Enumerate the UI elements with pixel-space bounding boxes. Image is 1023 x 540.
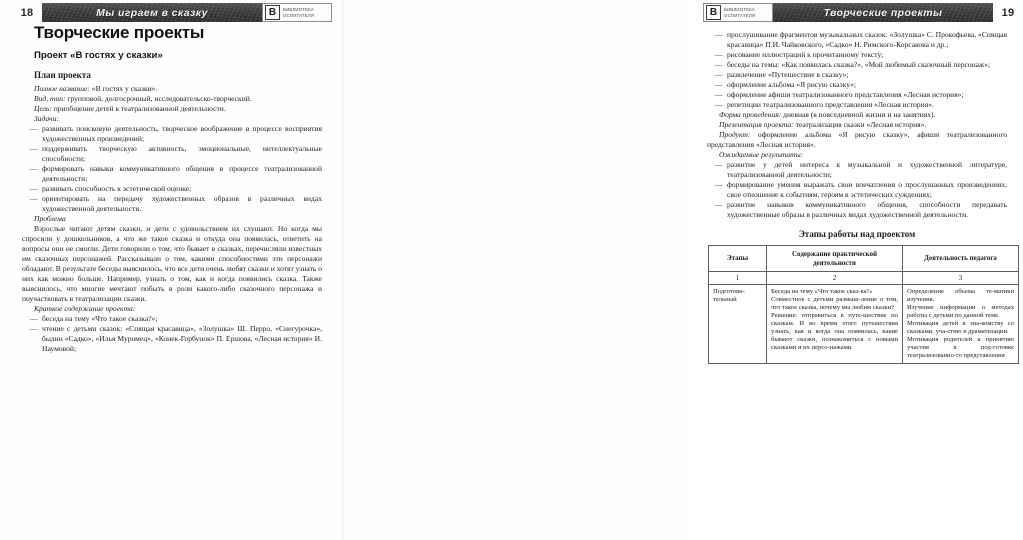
logo-line-1: БИБЛИОТЕКА (283, 7, 314, 13)
project-subtitle: Проект «В гостях у сказки» (34, 50, 163, 61)
column-number: 3 (903, 272, 1019, 285)
summary-list-continued (707, 30, 1007, 110)
table-number-row (709, 272, 1019, 285)
running-header-left (12, 3, 332, 22)
logo-letter-icon: В (706, 5, 721, 20)
cell-line: Совместное с детьми размыш-ление о том, что такое сказка, почему мы любим сказки? (771, 296, 898, 312)
summary-list (22, 314, 322, 354)
logo-line-2: ОСПИТАТЕЛЯ (283, 12, 315, 18)
list-item: — репетиции театрализованного представления «Лесная история». (707, 100, 1007, 110)
list-item: — развитие у детей интереса к музыкальной и художественной литературе, театрализованной деятельности; (707, 160, 1007, 180)
banner-title-left: Мы играем в сказку (96, 6, 208, 19)
field-product (707, 130, 1007, 150)
publisher-logo-left (262, 3, 332, 22)
list-item: — формирование умения выражать свои впечатления о прослушанных произведениях, свое отношение к событиям, героям в эстетических суждениях; (707, 180, 1007, 200)
field-value: дневная (в повседневной жизни и на занятиях). (781, 110, 936, 119)
cell-teacher (903, 285, 1019, 364)
list-item: — развивать поисковую деятельность, творческое воображение в процессе восприятия художественных произведений; (22, 124, 322, 144)
page-title: Творческие проекты (34, 23, 205, 42)
problem-label: Проблема (34, 214, 66, 223)
field-label: Вид, тип: (34, 94, 66, 103)
list-item: — чтение с детьми сказок: «Спящая красавица», «Золушка» Ш. Перро, «Снегурочка», былин «Садко», «Илья Муромец», «Конек-Горбунок» П. Ершова, «Лесная история» И. Наумовой; (22, 324, 322, 354)
plan-heading: План проекта (34, 70, 91, 80)
list-item: — поддерживать творческую активность, эмоциональные, интеллектуальные способности; (22, 144, 322, 164)
results-label: Ожидаемые результаты: (719, 150, 804, 159)
field-presentation (707, 120, 1007, 130)
results-list (707, 160, 1007, 220)
banner-left (42, 3, 262, 22)
column-number: 1 (709, 272, 767, 285)
table-title: Этапы работы над проектом (798, 229, 916, 239)
logo-wordmark (283, 7, 314, 17)
field-label: Форма проведения: (719, 110, 782, 119)
field-label: Продукт: (719, 130, 751, 139)
tasks-list (22, 124, 322, 214)
list-item: — рисование иллюстраций к прочитанному тексту; (707, 50, 1007, 60)
cell-line: Мотивация родителей к принятию участия в под-готовке театрализованно-го представления (907, 336, 1014, 360)
cell-line: Решение: отправиться в путе-шествие по сказкам. И во время этого путешествия узнать, как и когда она появилась, какие бывают сказки, познакомиться с новыми сказками и их персо-нажами (771, 312, 898, 352)
left-page (0, 0, 344, 540)
right-page (345, 0, 1015, 540)
cell-stage: Подготови-тельный (709, 285, 767, 364)
list-item: — беседа на тему «Что такое сказка?»; (22, 314, 322, 324)
stages-table (708, 245, 1019, 364)
list-item: — развлечение «Путешествие в сказку»; (707, 70, 1007, 80)
list-item: — прослушивание фрагментов музыкальных сказок: «Золушка» С. Прокофьева, «Спящая красавица» П.И. Чайковского, «Садко» Н. Римского-Корсакова и др.; (707, 30, 1007, 50)
folio-left: 18 (20, 6, 34, 19)
list-item: — развитие навыков коммуникативного общения, способности передавать художественные образы в различных видах художественной деятельности. (707, 200, 1007, 220)
cell-line: Беседа на тему «Что такое сказ-ка?» (771, 288, 873, 296)
banner-title-right: Творческие проекты (823, 6, 943, 19)
column-header-stages: Этапы (709, 246, 767, 272)
column-header-content: Содержание практической деятельности (767, 246, 903, 272)
logo-line-2: ОСПИТАТЕЛЯ (724, 12, 756, 18)
running-header-right (703, 3, 1023, 22)
field-value: приобщение детей к театрализованной деятельности. (51, 104, 226, 113)
publisher-logo-right (703, 3, 773, 22)
field-label: Цель: (34, 104, 52, 113)
list-item: — беседы на темы: «Как появилась сказка?», «Мой любимый сказочный персонаж»; (707, 60, 1007, 70)
list-item: — ориентировать на передачу художественных образов в различных видах художественной деятельности. (22, 194, 322, 214)
field-kind-type (22, 94, 322, 104)
list-item: — формировать навыки коммуникативного общения в процессе театрализованной деятельности; (22, 164, 322, 184)
banner-right (773, 3, 993, 22)
field-goal (22, 104, 322, 114)
field-label: Полное название: (34, 84, 90, 93)
cell-line: Изучение информации о методах работы с детьми по данной теме. (907, 304, 1014, 320)
field-value: оформление альбома «Я рисую сказку», афиши театрализованного представления «Лесная история». (707, 130, 1007, 149)
list-item: — оформление афиши театрализованного представления «Лесная история»; (707, 90, 1007, 100)
field-form (707, 110, 1007, 120)
list-item: — развивать способность к эстетической оценке; (22, 184, 322, 194)
folio-right: 19 (1001, 6, 1015, 19)
problem-paragraph: Взрослые читают детям сказки, и дети с удовольствием их слушают. Но когда мы спросили у дошкольников, а что же такое сказка и откуда она появилась, ответить на вопросы они не смогли. Дети говорили о том, что бывает в сказках, перечисляли известных им сказочных персонажей. Рассказывали о том, какими способностями эти персонажи обладают. В результате беседы выяснилось, что все дети очень любят сказки и хотят узнать о них как можно больше. Например, узнать о том, как и когда появились сказка. Также выяснилось, что многие мечтают побыть в роли какого-либо сказочного персонажа и поучаствовать в театрализации сказки. (22, 224, 322, 303)
list-item: — оформление альбома «Я рисую сказку»; (707, 80, 1007, 90)
logo-line-1: БИБЛИОТЕКА (724, 7, 755, 13)
right-column (707, 30, 1014, 364)
logo-letter-icon: В (265, 5, 280, 20)
column-number: 2 (767, 272, 903, 285)
logo-wordmark (724, 7, 755, 17)
summary-label: Краткое содержание проекта: (34, 304, 136, 313)
left-column (22, 23, 322, 354)
field-value: «В гостях у сказки». (89, 84, 158, 93)
column-header-teacher: Деятельность педагога (903, 246, 1019, 272)
cell-line: Мотивация детей к зна-комству со сказками, уча-стию в драматизации. (907, 320, 1014, 336)
cell-line: Определение объема те-матики изучения. (907, 288, 1014, 304)
tasks-label: Задачи: (34, 114, 59, 123)
field-full-name (22, 84, 322, 94)
cell-content (767, 285, 903, 364)
field-value: групповой, долгосрочный, исследовательско-творческий. (65, 94, 252, 103)
table-row (709, 285, 1019, 364)
table-header-row (709, 246, 1019, 272)
field-value: театрализация сказки «Лесная история». (793, 120, 927, 129)
field-label: Презентация проекта: (719, 120, 794, 129)
